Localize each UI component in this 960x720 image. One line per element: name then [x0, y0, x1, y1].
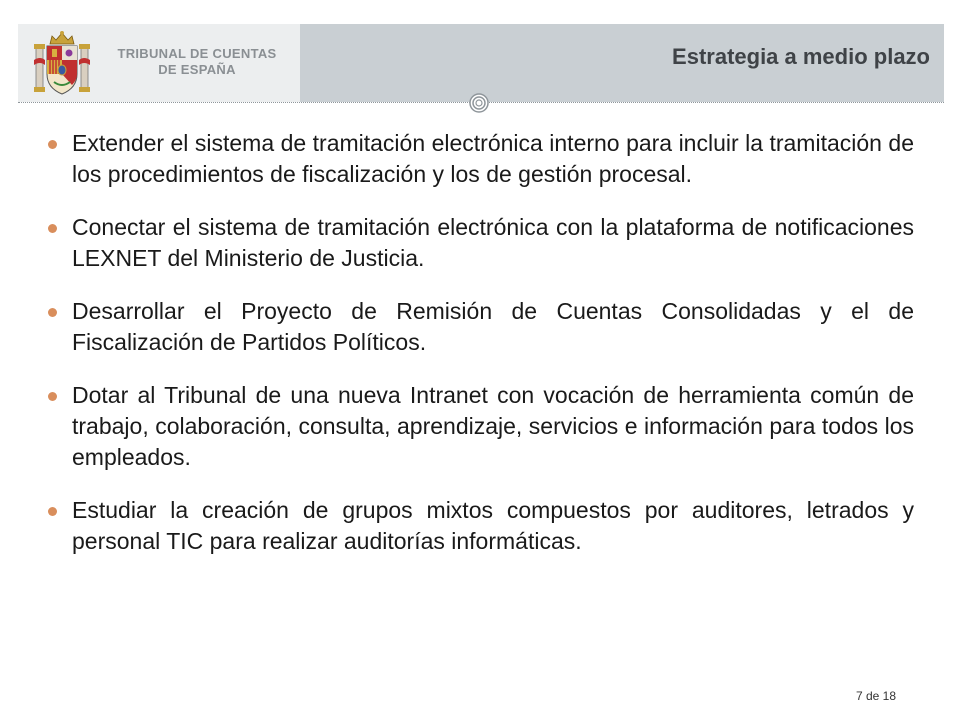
list-item [40, 296, 914, 358]
concentric-circle-icon [468, 92, 490, 114]
bullet-text: Desarrollar el Proyecto de Remisión de Cuentas Consolidadas y el de Fiscalización de Partidos Políticos. [72, 298, 914, 355]
list-item [40, 380, 914, 473]
coat-of-arms-icon [32, 30, 92, 98]
slide-title: Estrategia a medio plazo [672, 44, 930, 69]
bullet-text: Extender el sistema de tramitación electrónica interno para incluir la tramitación de los procedimientos de fiscalización y los de gestión procesal. [72, 130, 914, 187]
bullet-dot [48, 224, 57, 233]
bullet-dot [48, 507, 57, 516]
bullet-dot [48, 308, 57, 317]
list-item [40, 212, 914, 274]
bullet-dot [48, 140, 57, 149]
bullet-text: Estudiar la creación de grupos mixtos compuestos por auditores, letrados y personal TIC para realizar auditorías informáticas. [72, 497, 914, 554]
bullet-dot [48, 392, 57, 401]
page-number: 7 de 18 [855, 689, 896, 703]
organization-name-line-2: DE ESPAÑA [158, 62, 236, 77]
bullet-text: Dotar al Tribunal de una nueva Intranet con vocación de herramienta común de trabajo, colaboración, consulta, aprendizaje, servicios e información para todos los empleados. [72, 382, 914, 470]
list-item [40, 495, 914, 557]
list-item [40, 128, 914, 190]
bullet-list [40, 128, 914, 579]
organization-name [102, 46, 292, 78]
organization-name-line-1: TRIBUNAL DE CUENTAS [117, 46, 277, 61]
bullet-text: Conectar el sistema de tramitación electrónica con la plataforma de notificaciones LEXNET del Ministerio de Justicia. [72, 214, 914, 271]
